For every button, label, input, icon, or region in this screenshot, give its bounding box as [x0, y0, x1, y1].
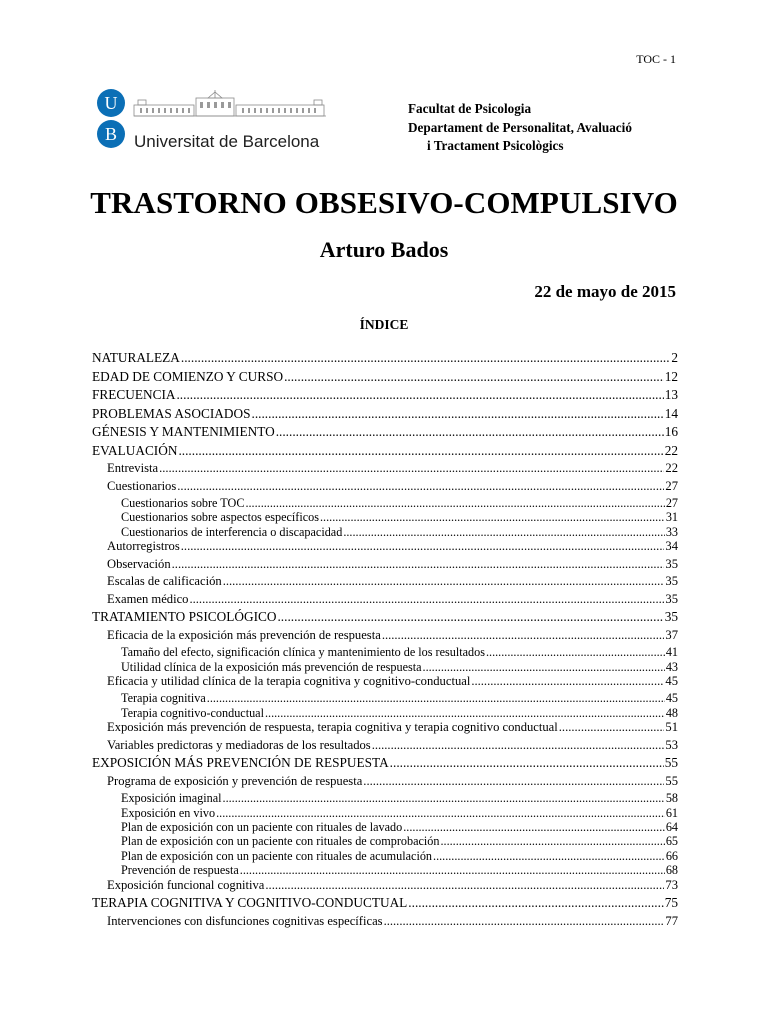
toc-entry[interactable]	[92, 461, 678, 479]
toc-entry[interactable]	[92, 720, 678, 738]
toc-entry[interactable]	[92, 443, 678, 462]
toc-entry[interactable]	[92, 496, 678, 510]
toc-leader-dots	[372, 738, 665, 753]
toc-entry[interactable]	[92, 424, 678, 443]
toc-entry-page: 45	[665, 691, 678, 706]
toc-entry-page: 75	[664, 895, 678, 911]
toc-entry[interactable]	[92, 738, 678, 756]
toc-entry-page: 58	[665, 791, 678, 806]
toc-leader-dots	[265, 878, 664, 893]
toc-entry[interactable]	[92, 406, 678, 425]
toc-leader-dots	[240, 863, 665, 877]
toc-heading: ÍNDICE	[359, 317, 409, 332]
toc-entry-title: Variables predictoras y mediadoras de los resultados	[107, 737, 371, 752]
toc-entry-title: Observación	[107, 556, 171, 571]
toc-entry-page: 35	[665, 556, 678, 571]
toc-entry[interactable]	[92, 706, 678, 720]
toc-entry-page: 22	[665, 461, 678, 475]
toc-entry-page: 37	[665, 627, 678, 642]
toc-entry[interactable]	[92, 774, 678, 792]
toc-entry-page: 35	[665, 574, 678, 589]
toc-entry-page: 51	[665, 720, 678, 735]
toc-entry[interactable]	[92, 628, 678, 646]
toc-entry-title: Eficacia de la exposición más prevención de respuesta	[107, 627, 381, 642]
document-title: TRASTORNO OBSESIVO-COMPULSIVO	[90, 185, 678, 220]
toc-entry-page: 45	[665, 673, 678, 688]
toc-entry-title: Exposición funcional cognitiva	[107, 877, 265, 892]
toc-leader-dots	[423, 660, 665, 674]
toc-entry-title: EVALUACIÓN	[92, 442, 178, 458]
toc-entry[interactable]	[92, 849, 678, 863]
toc-entry[interactable]	[92, 863, 678, 877]
toc-entry-title: TERAPIA COGNITIVA Y COGNITIVO-CONDUCTUAL	[92, 895, 408, 911]
toc-leader-dots	[159, 461, 664, 476]
toc-entry-title: TRATAMIENTO PSICOLÓGICO	[92, 609, 277, 625]
toc-entry[interactable]	[92, 557, 678, 575]
toc-entry[interactable]	[92, 834, 678, 848]
toc-entry-title: Terapia cognitiva	[121, 691, 206, 706]
toc-entry-page: 22	[664, 442, 678, 458]
toc-entry-page: 48	[665, 705, 678, 720]
toc-entry-title: Cuestionarios sobre TOC	[121, 496, 245, 510]
toc-entry-page: 73	[665, 877, 678, 892]
svg-text:B: B	[104, 124, 118, 144]
toc-entry[interactable]	[92, 609, 678, 628]
toc-leader-dots	[176, 387, 663, 403]
toc-entry[interactable]	[92, 914, 678, 932]
toc-entry-title: Plan de exposición con un paciente con rituales de lavado	[121, 820, 403, 835]
toc-entry-page: 41	[665, 645, 678, 660]
toc-entry-title: Intervenciones con disfunciones cognitivas específicas	[107, 913, 383, 928]
toc-entry[interactable]	[92, 369, 678, 388]
toc-leader-dots	[559, 720, 665, 735]
toc-entry-title: Utilidad clínica de la exposición más prevención de respuesta	[121, 659, 422, 674]
toc-entry-title: Cuestionarios sobre aspectos específicos	[121, 510, 319, 525]
toc-entry-title: Cuestionarios de interferencia o discapacidad	[121, 524, 343, 539]
toc-entry-title: Programa de exposición y prevención de respuesta	[107, 773, 363, 788]
toc-leader-dots	[178, 443, 663, 459]
toc-entry-page: 68	[665, 863, 678, 878]
toc-entry[interactable]	[92, 691, 678, 705]
toc-entry-page: 77	[665, 913, 678, 928]
toc-leader-dots	[486, 645, 665, 659]
toc-entry-page: 66	[665, 848, 678, 863]
department-name: Departament de Personalitat, Avaluació	[408, 119, 632, 135]
toc-leader-dots	[408, 895, 663, 911]
toc-entry-page: 12	[664, 368, 678, 384]
toc-entry[interactable]	[92, 479, 678, 497]
toc-entry-page: 33	[665, 524, 678, 539]
toc-entry[interactable]	[92, 574, 678, 592]
toc-leader-dots	[276, 424, 664, 440]
toc-leader-dots	[265, 706, 665, 720]
toc-entry-title: FRECUENCIA	[92, 387, 176, 402]
toc-entry-page: 14	[664, 405, 678, 421]
toc-leader-dots	[177, 479, 664, 494]
toc-leader-dots	[382, 628, 665, 643]
toc-entry[interactable]	[92, 660, 678, 674]
toc-entry[interactable]	[92, 791, 678, 805]
toc-entry[interactable]	[92, 895, 678, 914]
university-logo	[96, 88, 328, 154]
toc-entry[interactable]	[92, 510, 678, 524]
toc-leader-dots	[252, 406, 664, 422]
toc-entry[interactable]	[92, 674, 678, 692]
toc-entry-title: Autorregistros	[107, 539, 180, 554]
toc-leader-dots	[181, 539, 665, 554]
toc-leader-dots	[207, 691, 665, 705]
toc-entry-page: 55	[664, 755, 678, 771]
toc-leader-dots	[223, 574, 665, 589]
toc-entry-page: 27	[665, 478, 678, 493]
toc-entry-title: Exposición más prevención de respuesta, terapia cognitiva y terapia cognitivo conductual	[107, 720, 558, 735]
toc-entry-page: 31	[665, 510, 678, 525]
toc-entry-title: Prevención de respuesta	[121, 863, 239, 878]
toc-leader-dots	[245, 496, 664, 510]
faculty-name: Facultat de Psicologia	[408, 101, 532, 116]
toc-entry-page: 61	[665, 805, 678, 820]
toc-entry-title: Tamaño del efecto, significación clínica y mantenimiento de los resultados	[121, 645, 485, 660]
toc-leader-dots	[390, 755, 664, 771]
toc-leader-dots	[403, 820, 665, 834]
toc-entry-page: 35	[664, 609, 678, 625]
toc-entry-page: 34	[665, 539, 678, 554]
toc-entry-page: 13	[664, 387, 678, 402]
table-of-contents	[92, 350, 678, 931]
toc-entry-title: Cuestionarios	[107, 478, 177, 493]
toc-entry-title: EXPOSICIÓN MÁS PREVENCIÓN DE RESPUESTA	[92, 755, 389, 771]
toc-entry[interactable]	[92, 755, 678, 774]
toc-leader-dots	[440, 834, 664, 848]
toc-leader-dots	[284, 369, 664, 385]
toc-entry-title: PROBLEMAS ASOCIADOS	[92, 405, 251, 421]
toc-entry-page: 16	[664, 424, 678, 439]
toc-entry-page: 27	[665, 496, 678, 510]
toc-entry-title: Terapia cognitivo-conductual	[121, 705, 264, 720]
toc-leader-dots	[216, 806, 665, 820]
toc-leader-dots	[363, 774, 664, 789]
toc-leader-dots	[223, 791, 665, 805]
toc-entry-page: 64	[665, 820, 678, 835]
toc-entry-page: 43	[665, 659, 678, 674]
toc-entry-title: Examen médico	[107, 591, 189, 606]
toc-entry-title: Exposición en vivo	[121, 805, 216, 820]
toc-leader-dots	[277, 609, 663, 625]
toc-entry-title: Exposición imaginal	[121, 791, 222, 806]
toc-entry-title: GÉNESIS Y MANTENIMIENTO	[92, 424, 275, 439]
toc-entry-page: 53	[665, 737, 678, 752]
toc-entry-title: Plan de exposición con un paciente con rituales de comprobación	[121, 834, 440, 849]
toc-entry[interactable]	[92, 387, 678, 406]
toc-entry[interactable]	[92, 592, 678, 610]
toc-entry-page: 65	[665, 834, 678, 849]
university-name: Universitat de Barcelona	[134, 132, 320, 151]
page-number: TOC - 1	[636, 52, 676, 66]
toc-leader-dots	[343, 525, 664, 539]
toc-entry-title: EDAD DE COMIENZO Y CURSO	[92, 368, 284, 384]
toc-entry[interactable]	[92, 350, 678, 369]
toc-entry[interactable]	[92, 525, 678, 539]
toc-leader-dots	[189, 592, 664, 607]
svg-text:U: U	[104, 93, 118, 113]
author-name: Arturo Bados	[319, 237, 449, 262]
toc-entry[interactable]	[92, 820, 678, 834]
toc-entry[interactable]	[92, 645, 678, 659]
toc-entry-title: Entrevista	[107, 461, 159, 475]
toc-entry-title: Eficacia y utilidad clínica de la terapia cognitiva y cognitivo-conductual	[107, 673, 471, 688]
toc-leader-dots	[320, 510, 665, 524]
toc-entry-page: 2	[671, 350, 678, 365]
toc-entry[interactable]	[92, 806, 678, 820]
toc-entry[interactable]	[92, 878, 678, 896]
toc-leader-dots	[181, 350, 670, 366]
toc-entry-page: 55	[665, 773, 678, 788]
toc-entry[interactable]	[92, 539, 678, 557]
toc-leader-dots	[433, 849, 665, 863]
department-name-cont: i Tractament Psicològics	[427, 138, 564, 153]
toc-entry-page: 35	[665, 591, 678, 606]
document-date: 22 de mayo de 2015	[534, 282, 676, 301]
faculty-block	[408, 100, 632, 156]
toc-entry-title: Escalas de calificación	[107, 574, 222, 589]
toc-leader-dots	[384, 914, 665, 929]
toc-entry-title: NATURALEZA	[92, 350, 180, 365]
toc-leader-dots	[172, 557, 665, 572]
toc-entry-title: Plan de exposición con un paciente con rituales de acumulación	[121, 848, 433, 863]
toc-leader-dots	[471, 674, 664, 689]
